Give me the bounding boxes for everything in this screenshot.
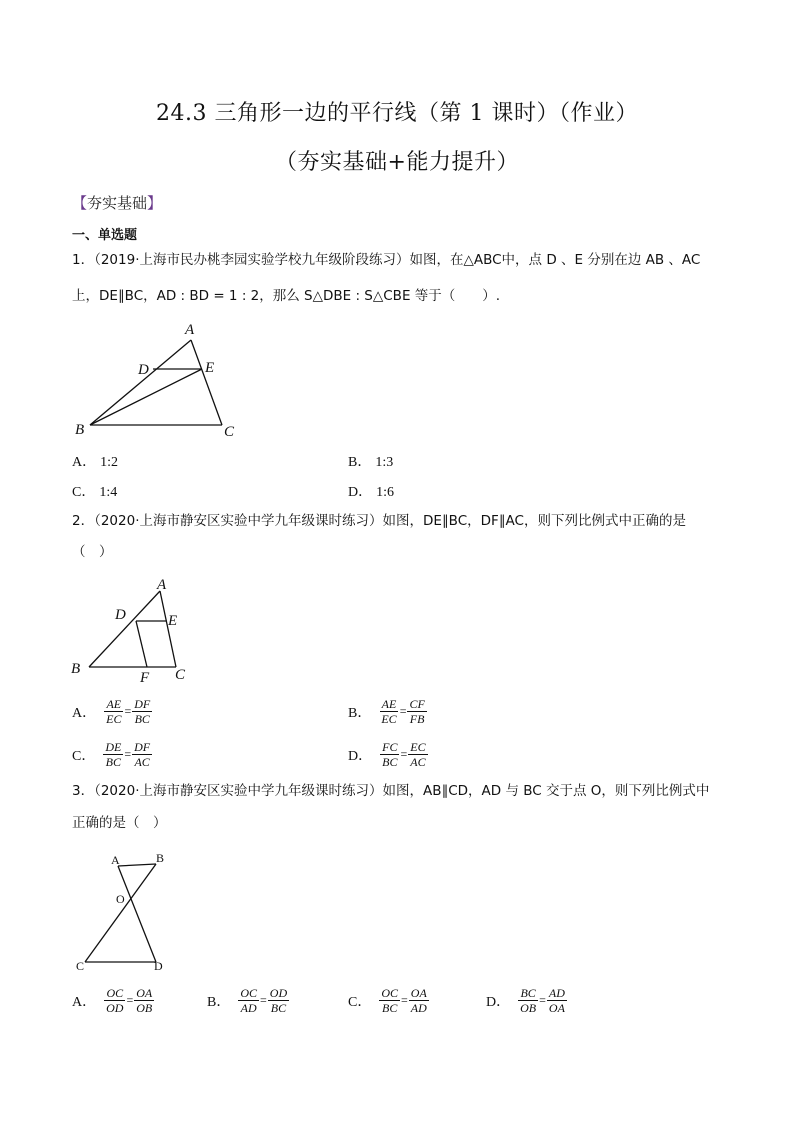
q3-label-b: B <box>156 851 165 865</box>
fraction-denominator: EC <box>381 712 397 726</box>
equals-sign: = <box>260 993 267 1007</box>
q3-option-a-right-fraction <box>134 986 154 1015</box>
fraction-denominator: BC <box>382 1001 398 1015</box>
equals-sign: = <box>401 993 408 1007</box>
q2-label-b: B <box>71 661 81 677</box>
q2-option-b[interactable] <box>348 697 427 726</box>
q3-option-b-label: B． <box>207 994 231 1010</box>
q1-stem-line1 <box>72 250 700 270</box>
q3-text-line1: （2020·上海市静安区实验中学九年级课时练习）如图，AB∥CD，AD 与 BC 交于点 O，则下列比例式中 <box>94 783 710 799</box>
q2-option-d[interactable] <box>348 740 428 769</box>
q2-side-ab <box>89 591 160 667</box>
fraction-denominator: BC <box>382 755 398 769</box>
q3-label-a: A <box>111 853 120 867</box>
fraction-denominator: AC <box>410 755 426 769</box>
q1-label-e: E <box>205 360 215 376</box>
q1-triangle-figure <box>72 318 252 440</box>
fraction-numerator: BC <box>520 986 536 1000</box>
q2-option-c-label: C． <box>72 748 96 764</box>
fraction-numerator: DE <box>105 740 122 754</box>
q2-label-f: F <box>140 670 150 685</box>
page-title: 24.3 三角形一边的平行线（第 1 课时）（作业） <box>156 101 638 126</box>
q3-segment-ad <box>118 866 156 962</box>
fraction-denominator: OB <box>520 1001 537 1015</box>
fraction-numerator: OC <box>106 986 124 1000</box>
q1-option-b-label: B． <box>348 455 372 470</box>
equals-sign: = <box>124 747 132 761</box>
fraction-denominator: BC <box>270 1001 287 1015</box>
fraction-denominator: AD <box>240 1001 257 1015</box>
q2-option-c-right-fraction <box>132 740 152 769</box>
q2-label-e: E <box>168 613 178 629</box>
fraction-numerator: OC <box>240 986 258 1000</box>
q2-stem-line2: （ ） <box>72 544 113 560</box>
fraction-denominator: BC <box>105 755 122 769</box>
q2-option-b-label: B． <box>348 705 372 721</box>
equals-sign: = <box>399 704 407 718</box>
fraction-denominator: AD <box>410 1001 427 1015</box>
fraction-numerator: EC <box>410 740 426 754</box>
q1-number: 1． <box>72 252 95 268</box>
q3-option-c-label: C． <box>348 994 372 1010</box>
q2-stem-line1 <box>72 511 686 531</box>
q2-label-a: A <box>157 577 167 593</box>
q1-label-a: A <box>185 322 195 338</box>
q2-option-a-right-fraction <box>132 697 152 726</box>
q3-option-c[interactable] <box>348 986 429 1015</box>
equals-sign: = <box>124 704 132 718</box>
q1-option-c-label: C． <box>72 485 96 500</box>
q2-option-d-right-fraction <box>408 740 427 769</box>
q1-option-a[interactable] <box>72 451 118 471</box>
fraction-numerator: OA <box>136 986 153 1000</box>
fraction-numerator: DF <box>134 740 151 754</box>
q2-number: 2． <box>72 513 95 529</box>
section-heading <box>72 192 162 213</box>
q2-option-a[interactable] <box>72 697 152 726</box>
q1-stem-line2: 上，DE∥BC，AD : BD = 1 : 2，那么 S△DBE : S△CBE 等于（ ）. <box>72 288 501 304</box>
q2-option-b-right-fraction <box>407 697 426 726</box>
q1-option-b[interactable] <box>348 451 393 471</box>
fraction-numerator: AE <box>381 697 397 711</box>
fraction-numerator: FC <box>382 740 398 754</box>
q3-option-a-left-fraction <box>104 986 125 1015</box>
fraction-numerator: CF <box>409 697 425 711</box>
q1-option-c-text: 1:4 <box>99 485 118 500</box>
q3-label-o: O <box>116 892 125 906</box>
fraction-numerator: AD <box>548 986 565 1000</box>
fraction-numerator: AE <box>106 697 122 711</box>
q2-label-d: D <box>115 607 126 623</box>
q2-option-d-left-fraction <box>380 740 399 769</box>
section-bracket-open: 【 <box>72 194 88 212</box>
q1-option-d-text: 1:6 <box>376 485 395 500</box>
q3-option-d-right-fraction <box>547 986 567 1015</box>
q3-segment-ab <box>118 864 156 866</box>
question-type-heading: 一、单选题 <box>72 228 138 243</box>
q1-option-b-text: 1:3 <box>375 455 394 470</box>
q3-option-b-right-fraction <box>268 986 289 1015</box>
fraction-denominator: BC <box>134 712 150 726</box>
q1-option-a-text: 1:2 <box>100 455 119 470</box>
fraction-numerator: OA <box>410 986 427 1000</box>
equals-sign: = <box>400 747 408 761</box>
q2-option-a-label: A． <box>72 705 97 721</box>
q1-text-line1: （2019·上海市民办桃李园实验学校九年级阶段练习）如图，在△ABC中，点 D 、E 分别在边 AB 、AC <box>94 252 701 268</box>
q1-option-d-label: D． <box>348 485 373 500</box>
q3-stem-line2: 正确的是（ ） <box>72 815 167 831</box>
fraction-denominator: AC <box>134 755 150 769</box>
fraction-denominator: FB <box>409 712 425 726</box>
q2-option-d-label: D． <box>348 748 373 764</box>
fraction-denominator: OD <box>106 1001 124 1015</box>
q3-number: 3． <box>72 783 95 799</box>
equals-sign: = <box>539 993 546 1007</box>
q3-label-d: D <box>154 959 163 973</box>
q1-option-a-label: A． <box>72 455 97 470</box>
q3-option-d[interactable] <box>486 986 567 1015</box>
q3-option-a-label: A． <box>72 994 97 1010</box>
q3-option-d-left-fraction <box>518 986 538 1015</box>
section-bracket-close: 】 <box>147 194 163 212</box>
section-label: 夯实基础 <box>87 194 148 212</box>
q1-label-b: B <box>75 422 85 438</box>
q1-label-c: C <box>224 424 235 440</box>
fraction-numerator: OC <box>381 986 399 1000</box>
q1-option-c[interactable] <box>72 481 117 501</box>
q3-option-b-left-fraction <box>238 986 259 1015</box>
fraction-denominator: EC <box>106 712 122 726</box>
fraction-numerator: DF <box>134 697 151 711</box>
q3-option-b[interactable] <box>207 986 289 1015</box>
q2-option-b-left-fraction <box>379 697 398 726</box>
q1-option-d[interactable] <box>348 481 394 501</box>
q3-option-c-right-fraction <box>409 986 429 1015</box>
q3-option-c-left-fraction <box>379 986 400 1015</box>
q2-side-ac <box>160 591 176 667</box>
equals-sign: = <box>126 993 134 1007</box>
fraction-denominator: OA <box>548 1001 565 1015</box>
q3-option-d-label: D． <box>486 994 511 1010</box>
q2-text-line1: （2020·上海市静安区实验中学九年级课时练习）如图，DE∥BC，DF∥AC，则下列比例式中正确的是 <box>94 513 686 529</box>
q3-stem-line1 <box>72 781 709 801</box>
fraction-numerator: OD <box>269 986 288 1000</box>
q2-option-c[interactable] <box>72 740 152 769</box>
q2-label-c: C <box>175 667 186 683</box>
q3-option-a[interactable] <box>72 986 154 1015</box>
page-subtitle: （夯实基础+能力提升） <box>275 150 519 175</box>
q2-option-a-left-fraction <box>104 697 123 726</box>
q3-segment-bc <box>85 864 156 962</box>
q1-label-d: D <box>138 362 149 378</box>
fraction-denominator: OB <box>136 1001 153 1015</box>
q2-triangle-figure <box>64 575 194 685</box>
q2-segment-df <box>136 621 147 667</box>
q2-option-c-left-fraction <box>103 740 123 769</box>
q1-side-ac <box>191 340 222 425</box>
q3-hourglass-figure <box>72 848 182 974</box>
q3-label-c: C <box>76 959 85 973</box>
